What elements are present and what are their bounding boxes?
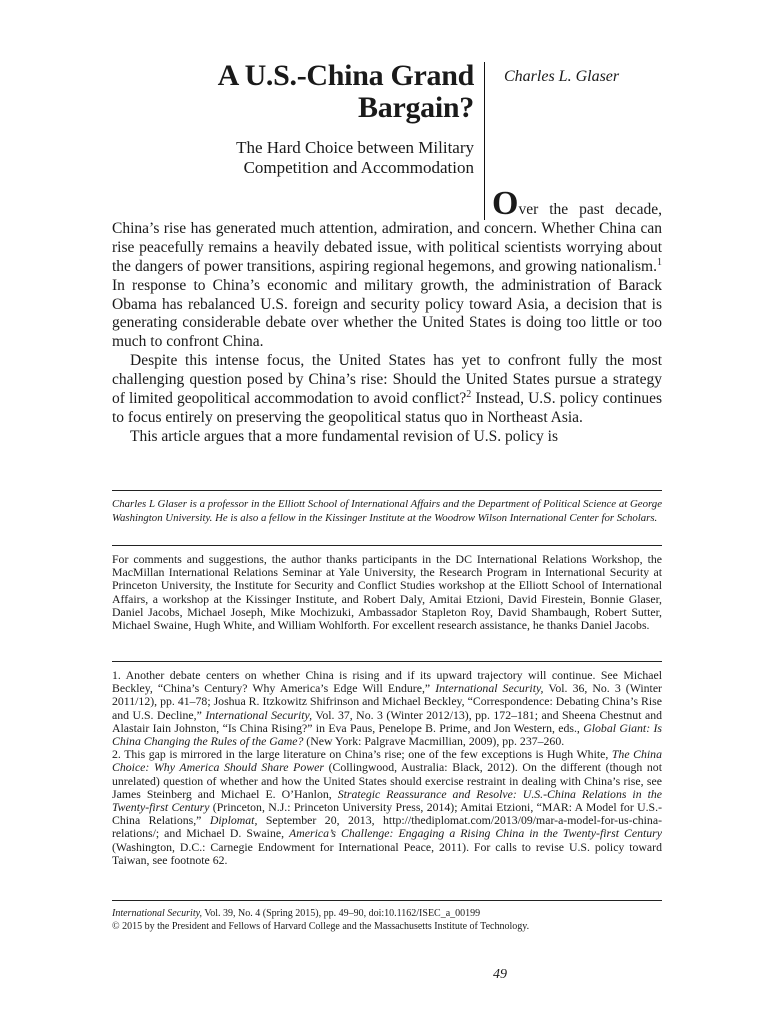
citation-block [112,908,672,933]
title-line-1: A U.S.-China Grand [217,59,474,92]
footnote-2-book-title: America’s Challenge: Engaging a Rising China in the Twenty-first Century [289,826,662,841]
citation-rule [112,900,662,901]
footnote-1-book-title: Global Giant: Is China Changing the Rules of the Game? [112,720,662,749]
paragraph-2-text-a: Despite this intense focus, the United States has yet to confront fully the most challenging question posed by China’s rise: Should the United States pursue a strategy of limited geopolitical accommodation to avoid conflict? [112,352,662,408]
footnote-2 [112,748,662,867]
footnote-2-text: (Princeton, N.J.: Princeton University Press, 2014); Amitai Etzioni, “MAR: A Model for U.S.-China Relations,” [112,800,662,828]
footnote-2-text: (Collingwood, Australia: Black, 2012). On the different (though not unrelated) question of whether and how the United States should exercise restraint in dealing with China’s rise, see James Steinberg and Michael E. O’Hanlon, [112,760,662,801]
paragraph-1 [112,185,662,352]
paragraph-3: This article argues that a more fundamental revision of U.S. policy is [130,427,559,445]
footnotes-rule [112,661,662,662]
copyright-notice: © 2015 by the President and Fellows of Harvard College and the Massachusetts Institute of Technology. [112,920,530,932]
article-subtitle [112,138,474,178]
author-bio: Charles L Glaser is a professor in the Elliott School of International Affairs and the Department of Political Science at George Washington University. He is also a fellow in the Kissinger Institute at the Woodrow Wilson International Center for Scholars. [112,498,662,524]
footnote-2-text: (Washington, D.C.: Carnegie Endowment for International Peace, 2011). For calls to revise U.S. policy toward Taiwan, see footnote 62. [112,839,662,867]
footnote-1-journal: International Security, [205,707,313,722]
footnote-1 [112,669,662,748]
author-name: Charles L. Glaser [504,68,620,85]
footnote-2-text: 2. This gap is mirrored in the large literature on China’s rise; one of the few exceptions is Hugh White, [112,747,612,762]
paragraph-2 [112,352,662,428]
dropcap-spacer [112,190,492,212]
paragraph-1-text-b: In response to China’s economic and military growth, the administration of Barack Obama has rebalanced U.S. foreign and security policy toward Asia, a decision that is generating considerable debate over whether the United States is doing too little or too much to confront China. [112,276,662,351]
footnote-2-text: September 20, 2013, http://thediplomat.com/2013/09/mar-a-model-for-us-china-relations/; and Michael D. Swaine, [112,813,662,841]
article-title [112,60,474,124]
page-number: 49 [493,967,507,982]
title-line-2: Bargain? [358,91,474,124]
bio-rule [112,490,662,491]
footnotes [112,669,662,867]
footnote-1-text: Vol. 37, No. 3 (Winter 2012/13), pp. 172–181; and Sheena Chestnut and Alastair Iain Johnston, “Is China Rising?” in Eva Paus, Penelope B. Prime, and Jon Western, eds., [112,707,662,735]
title-block [112,60,474,178]
footnote-2-book-title: Strategic Reassurance and Resolve: U.S.-China Relations in the Twenty-first Century [112,786,662,815]
footnote-1-text: 1. Another debate centers on whether China is rising and if its upward trajectory will continue. See Michael Beckley, “China’s Century? Why America’s Edge Will Endure,” [112,668,662,696]
drop-cap: O [492,185,519,222]
article-body [112,185,662,447]
acknowledgments-rule [112,545,662,546]
acknowledgments: For comments and suggestions, the author thanks participants in the DC International Relations Workshop, the MacMillan International Relations Seminar at Yale University, the Research Program in International Security at Princeton University, the Institute for Security and Conflict Studies workshop at the Elliott School of International Affairs, a workshop at the Kissinger Institute, and Robert Daly, Amitai Etzioni, David Firestein, Bonnie Glaser, Daniel Jacobs, Michael Joseph, Mike Mochizuki, Ambassador Stapleton Roy, David Shambaugh, Robert Sutter, Michael Swaine, Hugh White, and William Wohlforth. For excellent research assistance, he thanks Daniel Jacobs. [112,552,662,633]
footnote-ref-1[interactable]: 1 [657,256,662,268]
paragraph-2-text-b: Instead, U.S. policy continues to focus entirely on preserving the geopolitical status quo in Northeast Asia. [112,390,662,426]
citation-details: Vol. 39, No. 4 (Spring 2015), pp. 49–90, doi:10.1162/ISEC_a_00199 [202,908,481,919]
footnote-1-text: Vol. 36, No. 3 (Winter 2011/12), pp. 41–78; Joshua R. Itzkowitz Shifrinson and Michael Beckley, “Correspondence: Debating China’s Rise and U.S. Decline,” [112,681,662,722]
footnote-2-journal: Diplomat, [209,813,258,828]
footnote-ref-2[interactable]: 2 [466,388,472,400]
footnote-1-text: (New York: Palgrave Macmillian, 2009), pp. 237–260. [303,734,565,749]
subtitle-line-2: Competition and Accommodation [243,158,474,177]
paragraph-1-text-a: ver the past decade, China’s rise has generated much attention, admiration, and concern. Whether China can rise peacefully remains a heavily debated issue, with political scientists worrying about the dangers of power transitions, aspiring regional hegemons, and growing nationalism. [112,201,662,275]
footnote-1-journal: International Security, [435,681,544,696]
citation-journal: International Security, [112,908,202,919]
subtitle-line-1: The Hard Choice between Military [236,138,474,157]
footnote-2-book-title: The China Choice: Why America Should Share Power [112,747,662,775]
